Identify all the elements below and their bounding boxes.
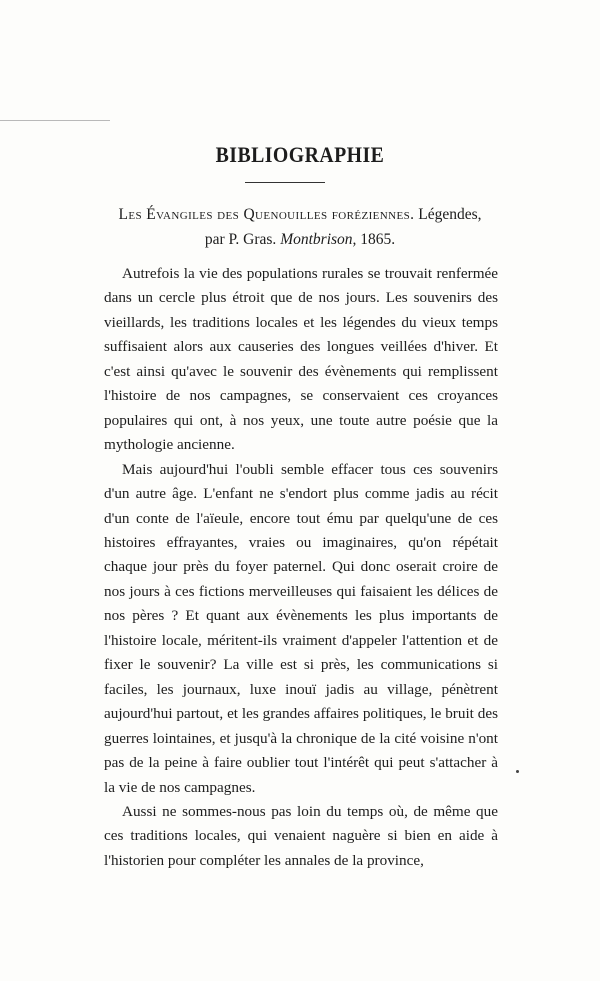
book-subtitle: Légendes,: [414, 206, 482, 223]
title-rule: [245, 182, 325, 183]
book-title: Les Évangiles des Quenouilles foréziennes.: [118, 206, 415, 223]
page-title: BIBLIOGRAPHIE: [215, 142, 385, 167]
publication-place: Montbrison,: [280, 231, 357, 248]
author-line: par P. Gras.: [204, 231, 281, 248]
paragraph: Mais aujourd'hui l'oubli semble effacer tous ces souvenirs d'un autre âge. L'enfant ne s'endort plus comme jadis au récit d'un conte de l'aïeule, encore tout ému par quelqu'une de ces histoires effrayantes, vraies ou imaginaires, qu'on répétait chaque jour près du foyer paternel. Qui donc oserait croire de nos jours à ces fictions merveilleuses qui faisaient les délices de nos pères ? Et quant aux évènements les plus importants de l'histoire locale, méritent-ils vraiment d'appeler l'attention et de fixer le souvenir? La ville est si près, les communications si faciles, les journaux, luxe inouï jadis au village, pénètrent aujourd'hui partout, et les grandes affaires politiques, le bruit des guerres lointaines, et jusqu'à la chronique de la cité voisine n'ont pas de la peine à faire oublier tout l'intérêt qui peut s'attacher à la vie de nos campagnes.: [104, 460, 498, 796]
margin-dot: [516, 770, 519, 773]
publication-year: 1865.: [356, 231, 396, 248]
body-text: [104, 262, 498, 873]
scan-edge-line: [0, 120, 110, 121]
paragraph: Aussi ne sommes-nous pas loin du temps où, de même que ces traditions locales, qui venaient naguère si bien en aide à l'historien pour compléter les annales de la province,: [104, 802, 498, 869]
paragraph: Autrefois la vie des populations rurales se trouvait renfermée dans un cercle plus étroit que de nos jours. Les souvenirs des vieillards, les traditions locales et les légendes du vieux temps suffisaient alors aux causeries des longues veillées d'hiver. Et c'est ainsi qu'avec le souvenir des évènements qui remplissent l'histoire de nos campagnes, se conservaient ces croyances populaires qui ont, à nos yeux, une toute autre poésie que la mythologie ancienne.: [104, 265, 498, 454]
review-heading: [70, 202, 530, 252]
